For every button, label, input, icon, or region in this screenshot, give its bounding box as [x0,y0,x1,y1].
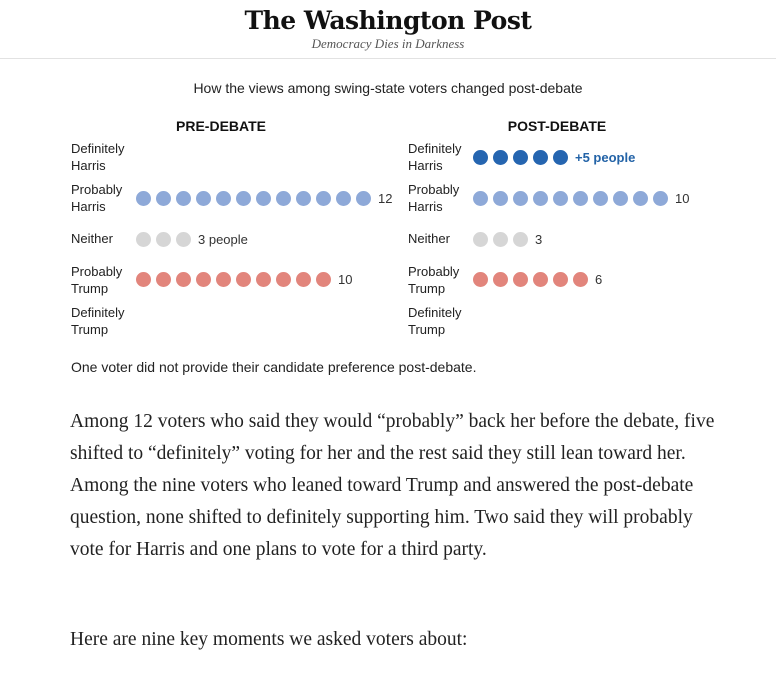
voter-dot [533,272,548,287]
category-label [71,181,122,215]
voter-dot [176,232,191,247]
category-label [408,304,461,338]
voter-dot [136,232,151,247]
dot-row [473,231,542,247]
category-label-line: Trump [71,322,109,337]
category-label-line: Harris [71,199,106,214]
category-label [71,263,122,297]
voter-dot [553,272,568,287]
category-label [71,230,113,247]
chart-title: How the views among swing-state voters changed post-debate [193,80,583,96]
voter-dot [196,272,211,287]
voter-dot [236,272,251,287]
dot-row [473,271,602,287]
voter-dot [533,150,548,165]
dot-row [136,190,392,206]
tagline: Democracy Dies in Darkness [311,36,465,51]
voter-dot [493,232,508,247]
voter-dot [256,272,271,287]
category-label-line: Neither [71,231,113,246]
category-label-line: Definitely [71,141,125,156]
category-label [408,230,450,247]
category-label-line: Probably [71,182,123,197]
voter-dot [473,232,488,247]
category-label-line: Probably [71,264,123,279]
dot-row [136,231,248,247]
category-label-line: Definitely [71,305,125,320]
voter-dot [533,191,548,206]
voter-dot [613,191,628,206]
voter-dot [633,191,648,206]
data-label: 10 [338,271,353,287]
voter-dot [316,272,331,287]
voter-dot [513,272,528,287]
data-label: +5 people [575,149,636,165]
category-label [408,263,459,297]
category-label-line: Harris [408,199,443,214]
data-label: 10 [675,190,690,206]
voter-dot [156,272,171,287]
voter-dot [216,191,231,206]
dot-row [473,190,689,206]
voter-dot [473,191,488,206]
voter-dot [513,232,528,247]
voter-dot [136,191,151,206]
category-label-line: Trump [408,322,446,337]
voter-dot [336,191,351,206]
voter-dot [513,191,528,206]
data-label: 6 [595,271,603,287]
masthead-logo[interactable]: The Washington Post [244,6,532,35]
voter-dot [493,191,508,206]
voter-dot [176,272,191,287]
article-paragraph: Here are nine key moments we asked voters about: [70,629,468,650]
voter-dot [493,150,508,165]
series-title-pre-debate: PRE-DEBATE [176,118,266,134]
voter-dot [316,191,331,206]
voter-dot [196,191,211,206]
voter-dot [356,191,371,206]
voter-dot [236,191,251,206]
voter-dot [573,191,588,206]
voter-dot [136,272,151,287]
voter-dot [553,150,568,165]
dot-row [136,271,352,287]
chart-note: One voter did not provide their candidate preference post-debate. [71,359,477,375]
voter-dot [493,272,508,287]
voter-dot [156,191,171,206]
voter-dot [256,191,271,206]
category-label-line: Harris [408,158,443,173]
voter-dot [276,272,291,287]
voter-dot [216,272,231,287]
category-label-line: Trump [408,281,446,296]
category-label-line: Probably [408,264,460,279]
voter-dot [653,191,668,206]
category-label [71,304,124,338]
category-label [408,181,459,215]
category-label-line: Neither [408,231,450,246]
category-label [408,140,461,174]
category-label-line: Definitely [408,141,462,156]
category-label-line: Definitely [408,305,462,320]
dot-row [473,149,635,165]
voter-dot [473,150,488,165]
voter-dot [276,191,291,206]
category-label-line: Probably [408,182,460,197]
voter-dot [296,272,311,287]
voter-dot [296,191,311,206]
category-label-line: Harris [71,158,106,173]
voter-dot [473,272,488,287]
data-label: 12 [378,190,393,206]
data-label: 3 people [198,231,248,247]
article-paragraph: Among 12 voters who said they would “probably” back her before the debate, five shifted to “definitely” voting for her and the rest said they still lean toward her. Among the nine voters who leaned toward Trump and answered the post-debate question, none shifted to definitely supporting him. Two said they will probably vote for Harris and one plans to vote for a third party. [70,411,715,560]
voter-dot [593,191,608,206]
category-label [71,140,124,174]
voter-dot [573,272,588,287]
series-title-post-debate: POST-DEBATE [507,118,607,134]
voter-dot [176,191,191,206]
voter-dot [513,150,528,165]
site-header [0,0,776,59]
voter-dot [553,191,568,206]
category-label-line: Trump [71,281,109,296]
data-label: 3 [535,231,543,247]
voter-dot [156,232,171,247]
